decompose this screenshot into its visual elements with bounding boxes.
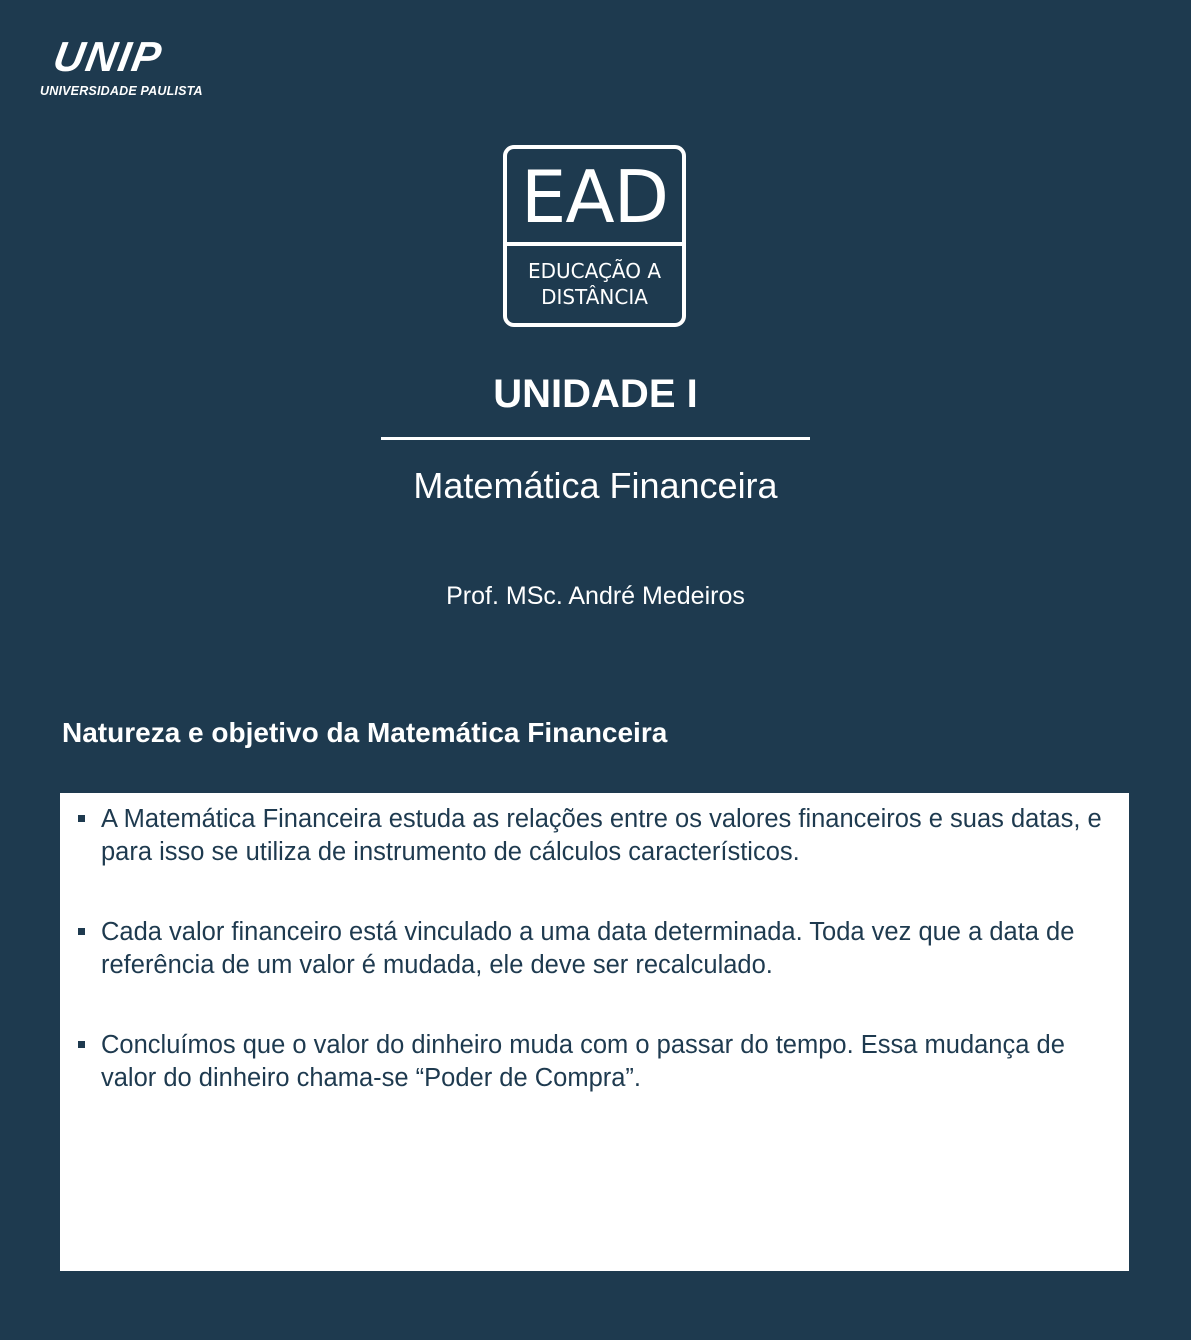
course-title: Matemática Financeira [413, 465, 778, 506]
square-bullet-icon [78, 1041, 85, 1048]
ead-badge-caption [507, 246, 682, 310]
unit-title: UNIDADE I [493, 372, 698, 416]
bullet-text: Concluímos que o valor do dinheiro muda com o passar do tempo. Essa mudança de valor do dinheiro chama-se “Poder de Compra”. [101, 1031, 1065, 1092]
bullet-text: A Matemática Financeira estuda as relações entre os valores financeiros e suas datas, e para isso se utiliza de instrumento de cálculos característicos. [101, 805, 1102, 866]
bullet-item [76, 1029, 1111, 1095]
bullet-list [76, 803, 1111, 1095]
content-box [60, 793, 1129, 1271]
unip-logo-subtitle: UNIVERSIDADE PAULISTA [40, 84, 203, 98]
ead-badge-line-2: DISTÂNCIA [541, 285, 648, 309]
square-bullet-icon [78, 815, 85, 822]
ead-badge [503, 145, 686, 327]
square-bullet-icon [78, 928, 85, 935]
section-title: Natureza e objetivo da Matemática Financeira [62, 717, 668, 748]
bullet-item [76, 803, 1111, 869]
ead-badge-title: EAD [507, 149, 682, 246]
bullet-item [76, 916, 1111, 982]
title-divider [381, 437, 810, 440]
ead-badge-line-1: EDUCAÇÃO A [527, 259, 662, 283]
unip-logo-text: UNIP [49, 33, 167, 80]
unip-logo [40, 33, 230, 98]
professor-name: Prof. MSc. André Medeiros [446, 582, 745, 610]
bullet-text: Cada valor financeiro está vinculado a uma data determinada. Toda vez que a data de referência de um valor é mudada, ele deve ser recalculado. [101, 918, 1075, 979]
